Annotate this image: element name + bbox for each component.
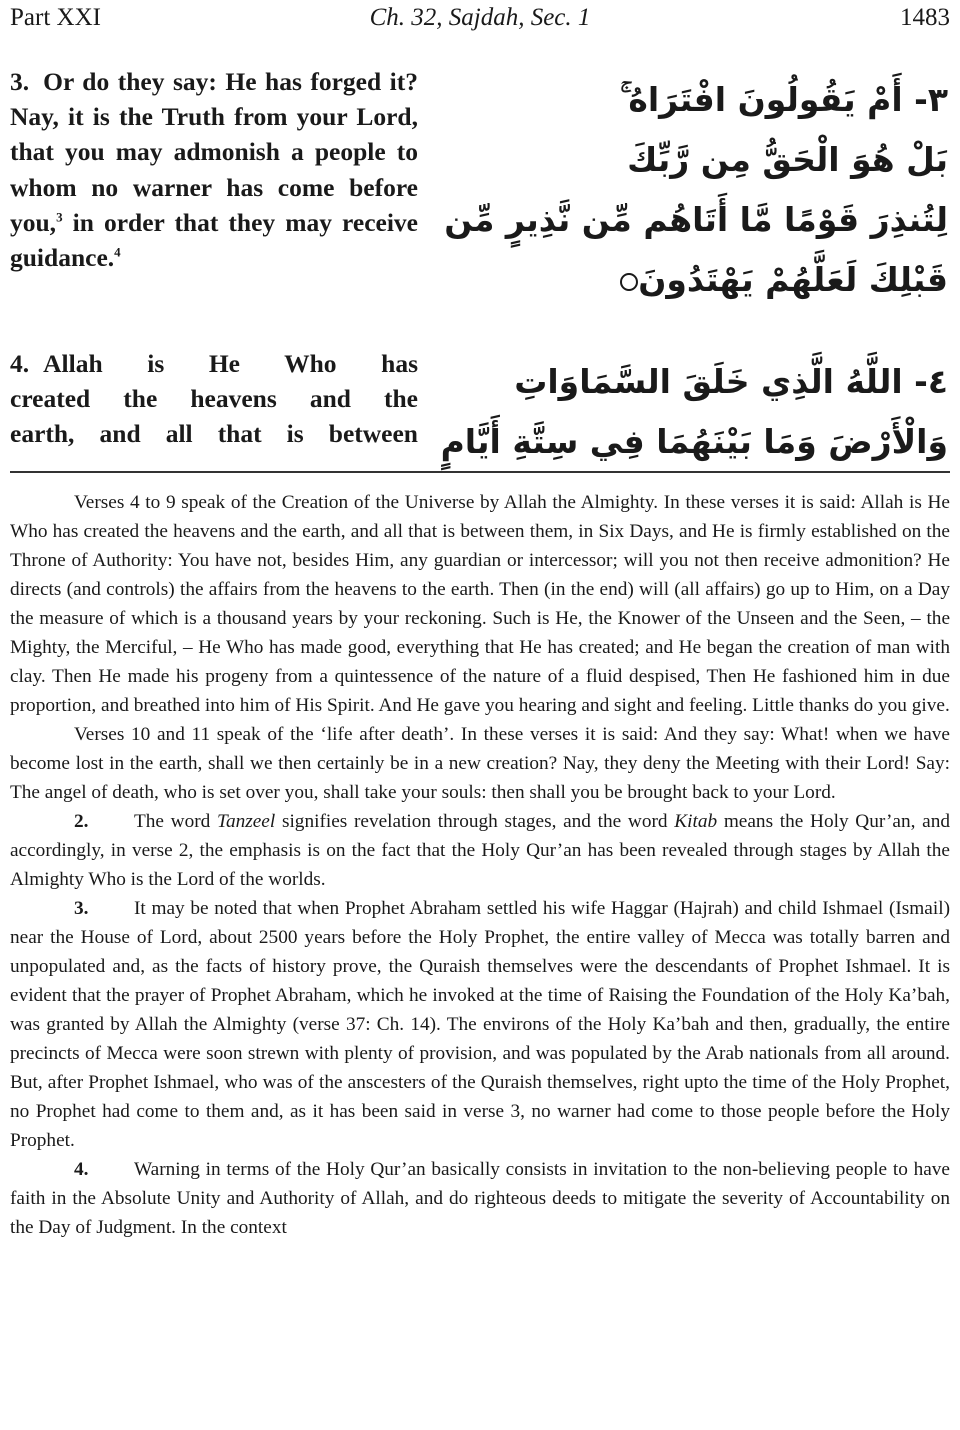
footnote-3 [10,894,950,1155]
verse-line-text: Allah is He Who has [43,349,418,378]
arabic-line: وَالْأَرْضَ وَمَا بَيْنَهُمَا فِي سِتَّةِ أَيَّامٍ [440,422,948,461]
term-tanzeel: Tanzeel [217,811,276,832]
verse-text: Or do they say: He has forged it? Nay, it is the Truth from your Lord, that you may admonish a people to whom no warner has come before you, [10,67,418,237]
page-number: 1483 [900,4,950,31]
commentary-paragraph: Verses 10 and 11 speak of the ‘life after death’. In these verses it is said: And they say: What! when we have become lost in the earth, shall we then certainly be in a new creation? Nay, they deny the Meeting with their Lord! Say: The angel of death, who is set over you, shall take your souls: then shall you be brought back to your Lord. [10,724,950,803]
verse-number: 3. [10,67,30,96]
commentary-paragraph: Verses 4 to 9 speak of the Creation of the Universe by Allah the Almighty. In these verses it is said: Allah is He Who has created the heavens and the earth, and all that is between them, in Six Days, and He is firmly established on the Throne of Authority: You have not, besides Him, any guardian or intercessor; will you not then receive admonition? He directs (and controls) the affairs from the heavens to the earth. Then (in the end) will (all affairs) go up to Him, on a Day the measure of which is a thousand years by your reckoning. Such is He, the Knower of the Unseen and the Seen, – the Mighty, the Merciful, – He Who has made good, everything that He has created; and He began the creation of man with clay. Then He made his progeny from a quintessence of the nature of a fluid despised, Then He fashioned him in due proportion, and breathed into him of His Spirit. And He gave you hearing and sight and feeling. Little thanks do you give. [10,492,950,716]
footnote-ref[interactable]: 3 [56,209,63,225]
arabic-line [536,250,948,310]
arabic-line: ٤- اللَّهُ الَّذِي خَلَقَ السَّمَاوَاتِ [514,362,948,401]
arabic-line-text: قَبْلِكَ لَعَلَّهُمْ يَهْتَدُونَ [638,260,948,299]
verse-3-english [10,64,418,275]
footnote-number: 3. [74,898,89,919]
arabic-line: بَلْ هُوَ الْحَقُّ مِن رَّبِّكَ [627,140,948,179]
verse-4-english [10,346,418,452]
footnote-text: It may be noted that when Prophet Abraham settled his wife Haggar (Hajrah) and child Ishmael (Ismail) near the House of Lord, about 2500 years before the Holy Prophet, the entire valley of Mecca was totally barren and unpopulated and, as the facts of history prove, the Quraish themselves were the descendants of Prophet Ishmael. It is evident that the prayer of Prophet Abraham, which he invoked at the time of Raising the Foundation of the Holy Ka’bah, was granted by Allah the Almighty (verse 37: Ch. 14). The environs of the Holy Ka’bah and then, gradually, the entire precincts of Mecca were soon strewn with plenty of provision, and was populated by the Arab nationals from all around. But, after Prophet Ishmael, who was of the anscesters of the Quraish themselves, right upto the time of the Holy Prophet, no Prophet had come to them and, as it has been said in verse 3, no warner had come to those people before the Holy Prophet. [10,898,950,1151]
verse-number: 4. [10,349,30,378]
footnote-text: signifies revelation through stages, and the word [275,811,675,832]
commentary [10,488,950,1242]
footnote-number: 4. [74,1159,89,1180]
verse-4-arabic [440,352,948,472]
chapter-title: Ch. 32, Sajdah, Sec. 1 [369,4,591,31]
verse-line: earth, and all that is between [10,419,418,449]
page-header [10,4,950,34]
term-kitab: Kitab [674,811,718,832]
arabic-line: لِتُنذِرَ قَوْمًا مَّا أَتَاهُم مِّن نَّذِيرٍ مِّن [444,200,948,239]
part-label: Part XXI [10,4,101,31]
footnote-text: Warning in terms of the Holy Qur’an basically consists in invitation to the non-believing people to have faith in the Absolute Unity and Authority of Allah, and do righteous deeds to mitigate the severity of Accountability on the Day of Judgment. In the context [10,1159,950,1238]
footnote-2 [10,807,950,894]
footnote-number: 2. [74,811,89,832]
verse-3-arabic [444,70,948,310]
verse-text-continued: in order that they may receive guidance. [10,207,418,273]
section-divider [10,471,950,473]
footnote-4 [10,1155,950,1242]
footnote-text: means the Holy Qur’an, and accordingly, in verse 2, the emphasis is on the fact that the Holy Qur’an has been revealed through stages by Allah the Almighty Who is the Lord of the worlds. [10,811,950,890]
verse-line [10,346,418,381]
footnote-ref[interactable]: 4 [114,244,121,260]
footnote-text: The word [134,811,218,832]
arabic-line: ٣- أَمْ يَقُولُونَ افْتَرَاهُ ۚ [620,80,948,119]
verse-end-circle-icon [620,273,638,291]
verse-line: created the heavens and the [10,384,418,414]
